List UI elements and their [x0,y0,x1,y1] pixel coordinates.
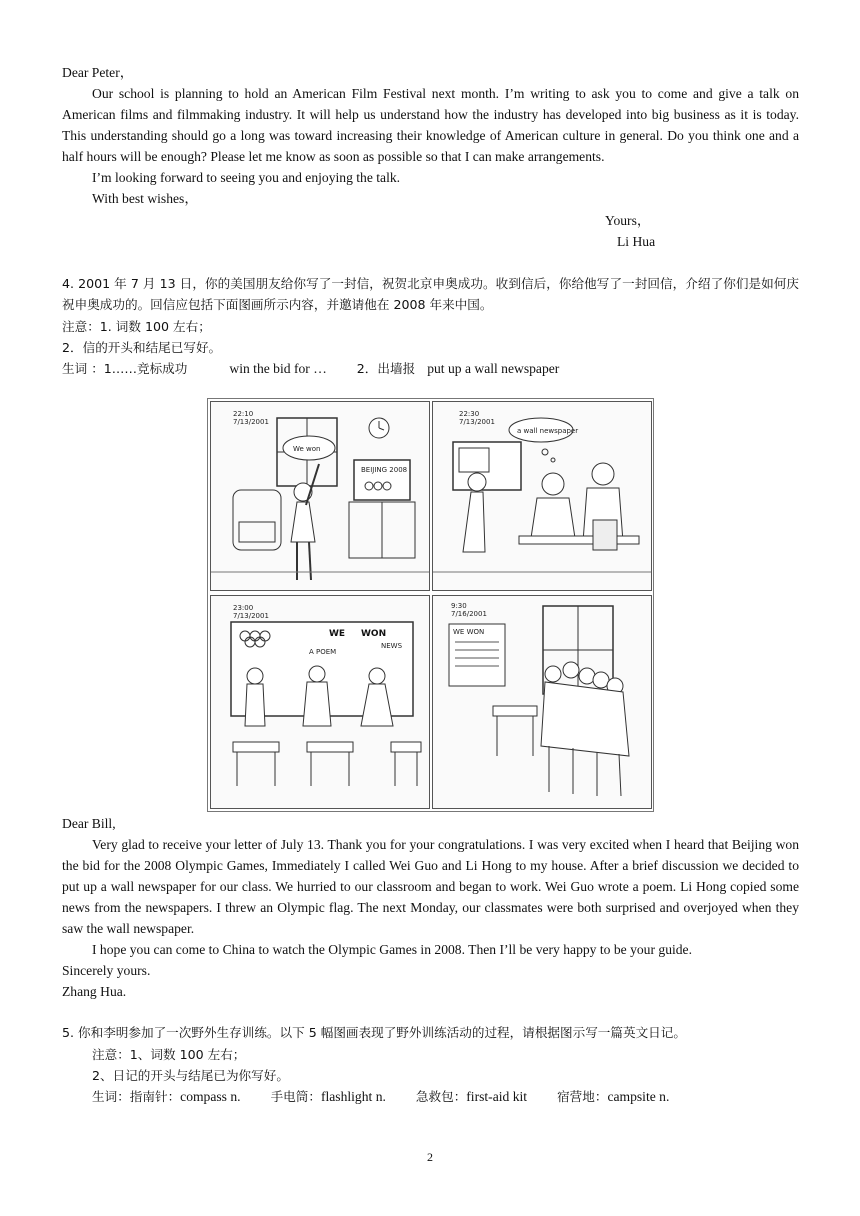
task5-vocab-kit-cn: 急救包： [415,1089,467,1104]
task4-note-2: 2．信的开头和结尾已写好。 [62,340,222,355]
panel-3-won: WON [361,629,387,639]
letter1-yours: Yours， [605,213,651,228]
panel-2-drawing [433,402,651,590]
task5-note-1: 注意：1、词数 100 左右； [92,1047,246,1062]
task4-vocab-2: put up a wall newspaper [427,361,560,376]
picture-sequence [207,398,654,812]
task4-vocab-prefix: 生词 ：1……竞标成功 [62,361,188,376]
panel-3-date: 7/13/2001 [233,612,269,620]
panel-4-board: WE WON [453,628,485,636]
panel-2-time: 22:30 [459,410,480,418]
panel-3-news: NEWS [381,642,403,650]
panel-2-bubble: a wall newspaper [517,427,579,435]
panel-4-date: 7/16/2001 [451,610,487,618]
page-number: 2 [427,1150,433,1164]
panel-3-poem: A POEM [309,648,337,656]
letter2-paragraph-2: I hope you can come to China to watch the Olympic Games in 2008. Then I’ll be very happy to be your guide. [92,942,692,957]
task5-vocabulary [92,1086,669,1107]
panel-3-drawing [211,596,429,808]
panel-1-drawing [211,402,429,590]
task5-prompt: 5. 你和李明参加了一次野外生存训练。以下 5 幅图画表现了野外训练活动的过程，请根据图示写一篇英文日记。 [62,1025,686,1040]
task4-vocab-2-cn: 2．出墙报 [356,361,416,376]
task4-prompt: 4. 2001 年 7 月 13 日，你的美国朋友给你写了一封信，祝贺北京申奥成功。收到信后，你给他写了一封回信，介绍了你们是如何庆祝申奥成功的。回信应包括下面图画所示内容，并邀请他在 2008 年来中国。 [62,276,799,312]
panel-2-date: 7/13/2001 [459,418,495,426]
letter2-paragraph-1: Very glad to receive your letter of July 13. Thank you for your congratulations. I was very excited when I heard that Beijing won the bid for the 2008 Olympic Games, Immediately I called Wei Guo and Li Hong to my house. After a brief discussion we decided to put up a wall newspaper for our class. We hurried to our classroom and began to work. Wei Guo wrote a poem. Li Hong copied some news from the newspapers. I threw an Olympic flag. The next Monday, our classmates were both surprised and overjoyed when they saw the wall newspaper. [62,837,799,936]
task4-vocab-1: win the bid for … [229,361,327,376]
task5-vocab-flash-cn: 手电筒： [270,1089,321,1104]
panel-1-tv-text: BEIJING 2008 [361,466,408,474]
panel-4-time: 9:30 [451,602,467,610]
panel-4-drawing [433,596,651,808]
panel-1-time: 22:10 [233,410,254,418]
task5-note-2: 2、日记的开头与结尾已为你写好。 [92,1068,289,1083]
task5-vocab-kit: first-aid kit [466,1089,528,1104]
picture-panel-2 [432,401,652,591]
picture-panel-1 [210,401,430,591]
letter1-closing: With best wishes， [92,191,198,206]
letter2-closing: Sincerely yours. [62,963,151,978]
letter1-salutation: Dear Peter， [62,65,134,80]
picture-panel-3 [210,595,430,809]
task4-note-1: 注意：1. 词数 100 左右； [62,319,211,334]
task5-vocab-camp-cn: 宿营地： [557,1089,608,1104]
panel-1-bubble: We won [293,445,321,453]
letter1-signature: Li Hua [617,234,656,249]
task5-vocab-flash: flashlight n. [320,1089,386,1104]
task5-vocab-label: 生词：指南针： [92,1089,181,1104]
letter2-salutation: Dear Bill, [62,816,116,831]
panel-3-we: WE [329,629,346,639]
task4-vocabulary [62,358,559,379]
task5-vocab-compass: compass n. [180,1089,241,1104]
panel-3-time: 23:00 [233,604,254,612]
picture-panel-4 [432,595,652,809]
letter2-signature: Zhang Hua. [62,984,127,999]
letter1-paragraph-2: I’m looking forward to seeing you and enjoying the talk. [92,170,401,185]
panel-1-date: 7/13/2001 [233,418,269,426]
letter1-paragraph-1: Our school is planning to hold an American Film Festival next month. I’m writing to ask you to come and give a talk on American films and filmmaking industry. It will help us understand how the industry has developed into big business as it is today. This understanding should go a long was toward increasing their knowledge of American culture in general. Do you think one and a half hours will be enough? Please let me know as soon as possible so that I can make arrangements. [62,86,799,164]
task5-vocab-camp: campsite n. [607,1089,670,1104]
